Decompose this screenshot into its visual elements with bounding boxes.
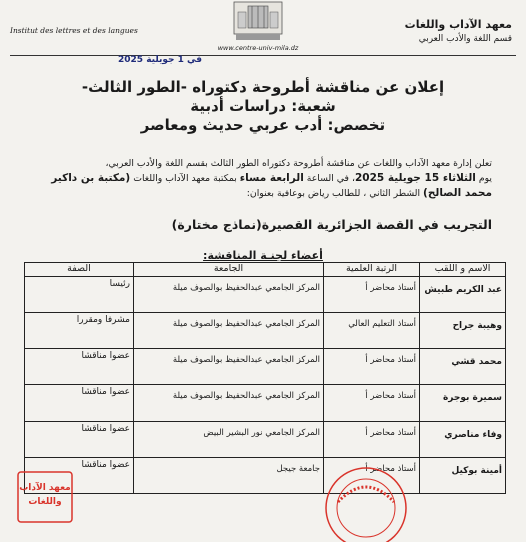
- member-name: عبد الكريم طبيش: [420, 277, 506, 313]
- defense-date: الثلاثاء 15 جويلية 2025: [354, 172, 476, 184]
- institute-name-ar: معهد الآداب واللغات: [404, 18, 512, 31]
- committee-table: [24, 262, 506, 494]
- member-name: محمد قشي: [420, 349, 506, 385]
- member-name: وهيبة جراح: [420, 313, 506, 349]
- member-role: عضوا مناقشا: [25, 349, 134, 385]
- member-role: رئيسا: [25, 277, 134, 313]
- table-header-row: [25, 263, 506, 277]
- col-name: الاسم و اللقب: [420, 263, 506, 277]
- member-name: أمينة بوكيل: [420, 457, 506, 493]
- text: بمكتبة معهد الآداب واللغات: [130, 173, 240, 184]
- table-row: [25, 277, 506, 313]
- website-url: www.centre-univ-mila.dz: [217, 44, 299, 52]
- committee-heading: أعضاء لجنـة المناقشة:: [203, 249, 323, 262]
- defense-time: الرابعة مساء: [239, 172, 304, 184]
- col-role: الصفة: [25, 263, 134, 277]
- member-university: جامعة جيجل: [134, 457, 324, 493]
- table-row: [25, 457, 506, 493]
- announcement-date: في 1 جويلية 2025: [118, 55, 203, 65]
- announcement-title: إعلان عن مناقشة أطروحة دكتوراه -الطور الثالث-: [81, 78, 445, 96]
- text: ، في الساعة: [303, 173, 355, 184]
- member-rank: أستاذ محاضر أ: [324, 385, 420, 421]
- col-rank: الرتبة العلمية: [324, 263, 420, 277]
- department-name-ar: قسم اللغة والأدب العربي: [418, 34, 512, 44]
- table-row: [25, 313, 506, 349]
- member-name: وفاء مناصري: [420, 421, 506, 457]
- library-name: (مكتبة بن داكير: [51, 172, 131, 184]
- member-role: مشرفا ومقررا: [25, 313, 134, 349]
- text: يوم: [475, 173, 492, 184]
- stamp-line-1: معهد الآداب: [19, 483, 71, 493]
- header-arabic: [405, 18, 512, 44]
- member-rank: أستاذ محاضر أ: [324, 277, 420, 313]
- member-rank: أستاذ التعليم العالي: [324, 313, 420, 349]
- member-role: عضوا مناقشا: [25, 457, 134, 493]
- announcement-body: [18, 156, 492, 201]
- body-line-2: [18, 171, 492, 186]
- member-university: المركز الجامعي نور البشير البيض: [134, 421, 324, 457]
- body-line-3: [18, 186, 492, 201]
- member-university: المركز الجامعي عبدالحفيظ بوالصوف ميلة: [134, 277, 324, 313]
- member-rank: أستاذ محاضر أ: [324, 457, 420, 493]
- body-line-1: تعلن إدارة معهد الآداب واللغات عن مناقشة أطروحة دكتوراه الطور الثالث بقسم اللغة والأدب العربي،: [105, 158, 492, 169]
- member-role: عضوا مناقشا: [25, 421, 134, 457]
- library-name-cont: محمد الصالح): [423, 187, 492, 199]
- official-seal-icon: [318, 462, 414, 542]
- col-university: الجامعة: [134, 263, 324, 277]
- thesis-title: التجريب في القصة الجزائرية القصيرة(نماذج مختارة): [171, 217, 492, 232]
- specialty-line: تخصص: أدب عربي حديث ومعاصر: [140, 116, 386, 134]
- member-university: المركز الجامعي عبدالحفيظ بوالصوف ميلة: [134, 313, 324, 349]
- branch-line: شعبة: دراسات أدبية: [190, 97, 336, 115]
- department-stamp-icon: [14, 466, 76, 526]
- table-row: [25, 385, 506, 421]
- member-name: سميرة بوجرة: [420, 385, 506, 421]
- table-row: [25, 349, 506, 385]
- member-rank: أستاذ محاضر أ: [324, 421, 420, 457]
- stamp-line-2: واللغات: [28, 497, 62, 507]
- member-university: المركز الجامعي عبدالحفيظ بوالصوف ميلة: [134, 349, 324, 385]
- header-divider: [10, 55, 516, 56]
- institute-name-fr: Institut des lettres et des langues: [10, 26, 138, 35]
- university-logo-icon: [212, 0, 304, 44]
- member-university: المركز الجامعي عبدالحفيظ بوالصوف ميلة: [134, 385, 324, 421]
- table-row: [25, 421, 506, 457]
- text: الشطر الثاني ، للطالب رياض بوعافية بعنوان:: [246, 188, 424, 199]
- member-rank: أستاذ محاضر أ: [324, 349, 420, 385]
- member-role: عضوا مناقشا: [25, 385, 134, 421]
